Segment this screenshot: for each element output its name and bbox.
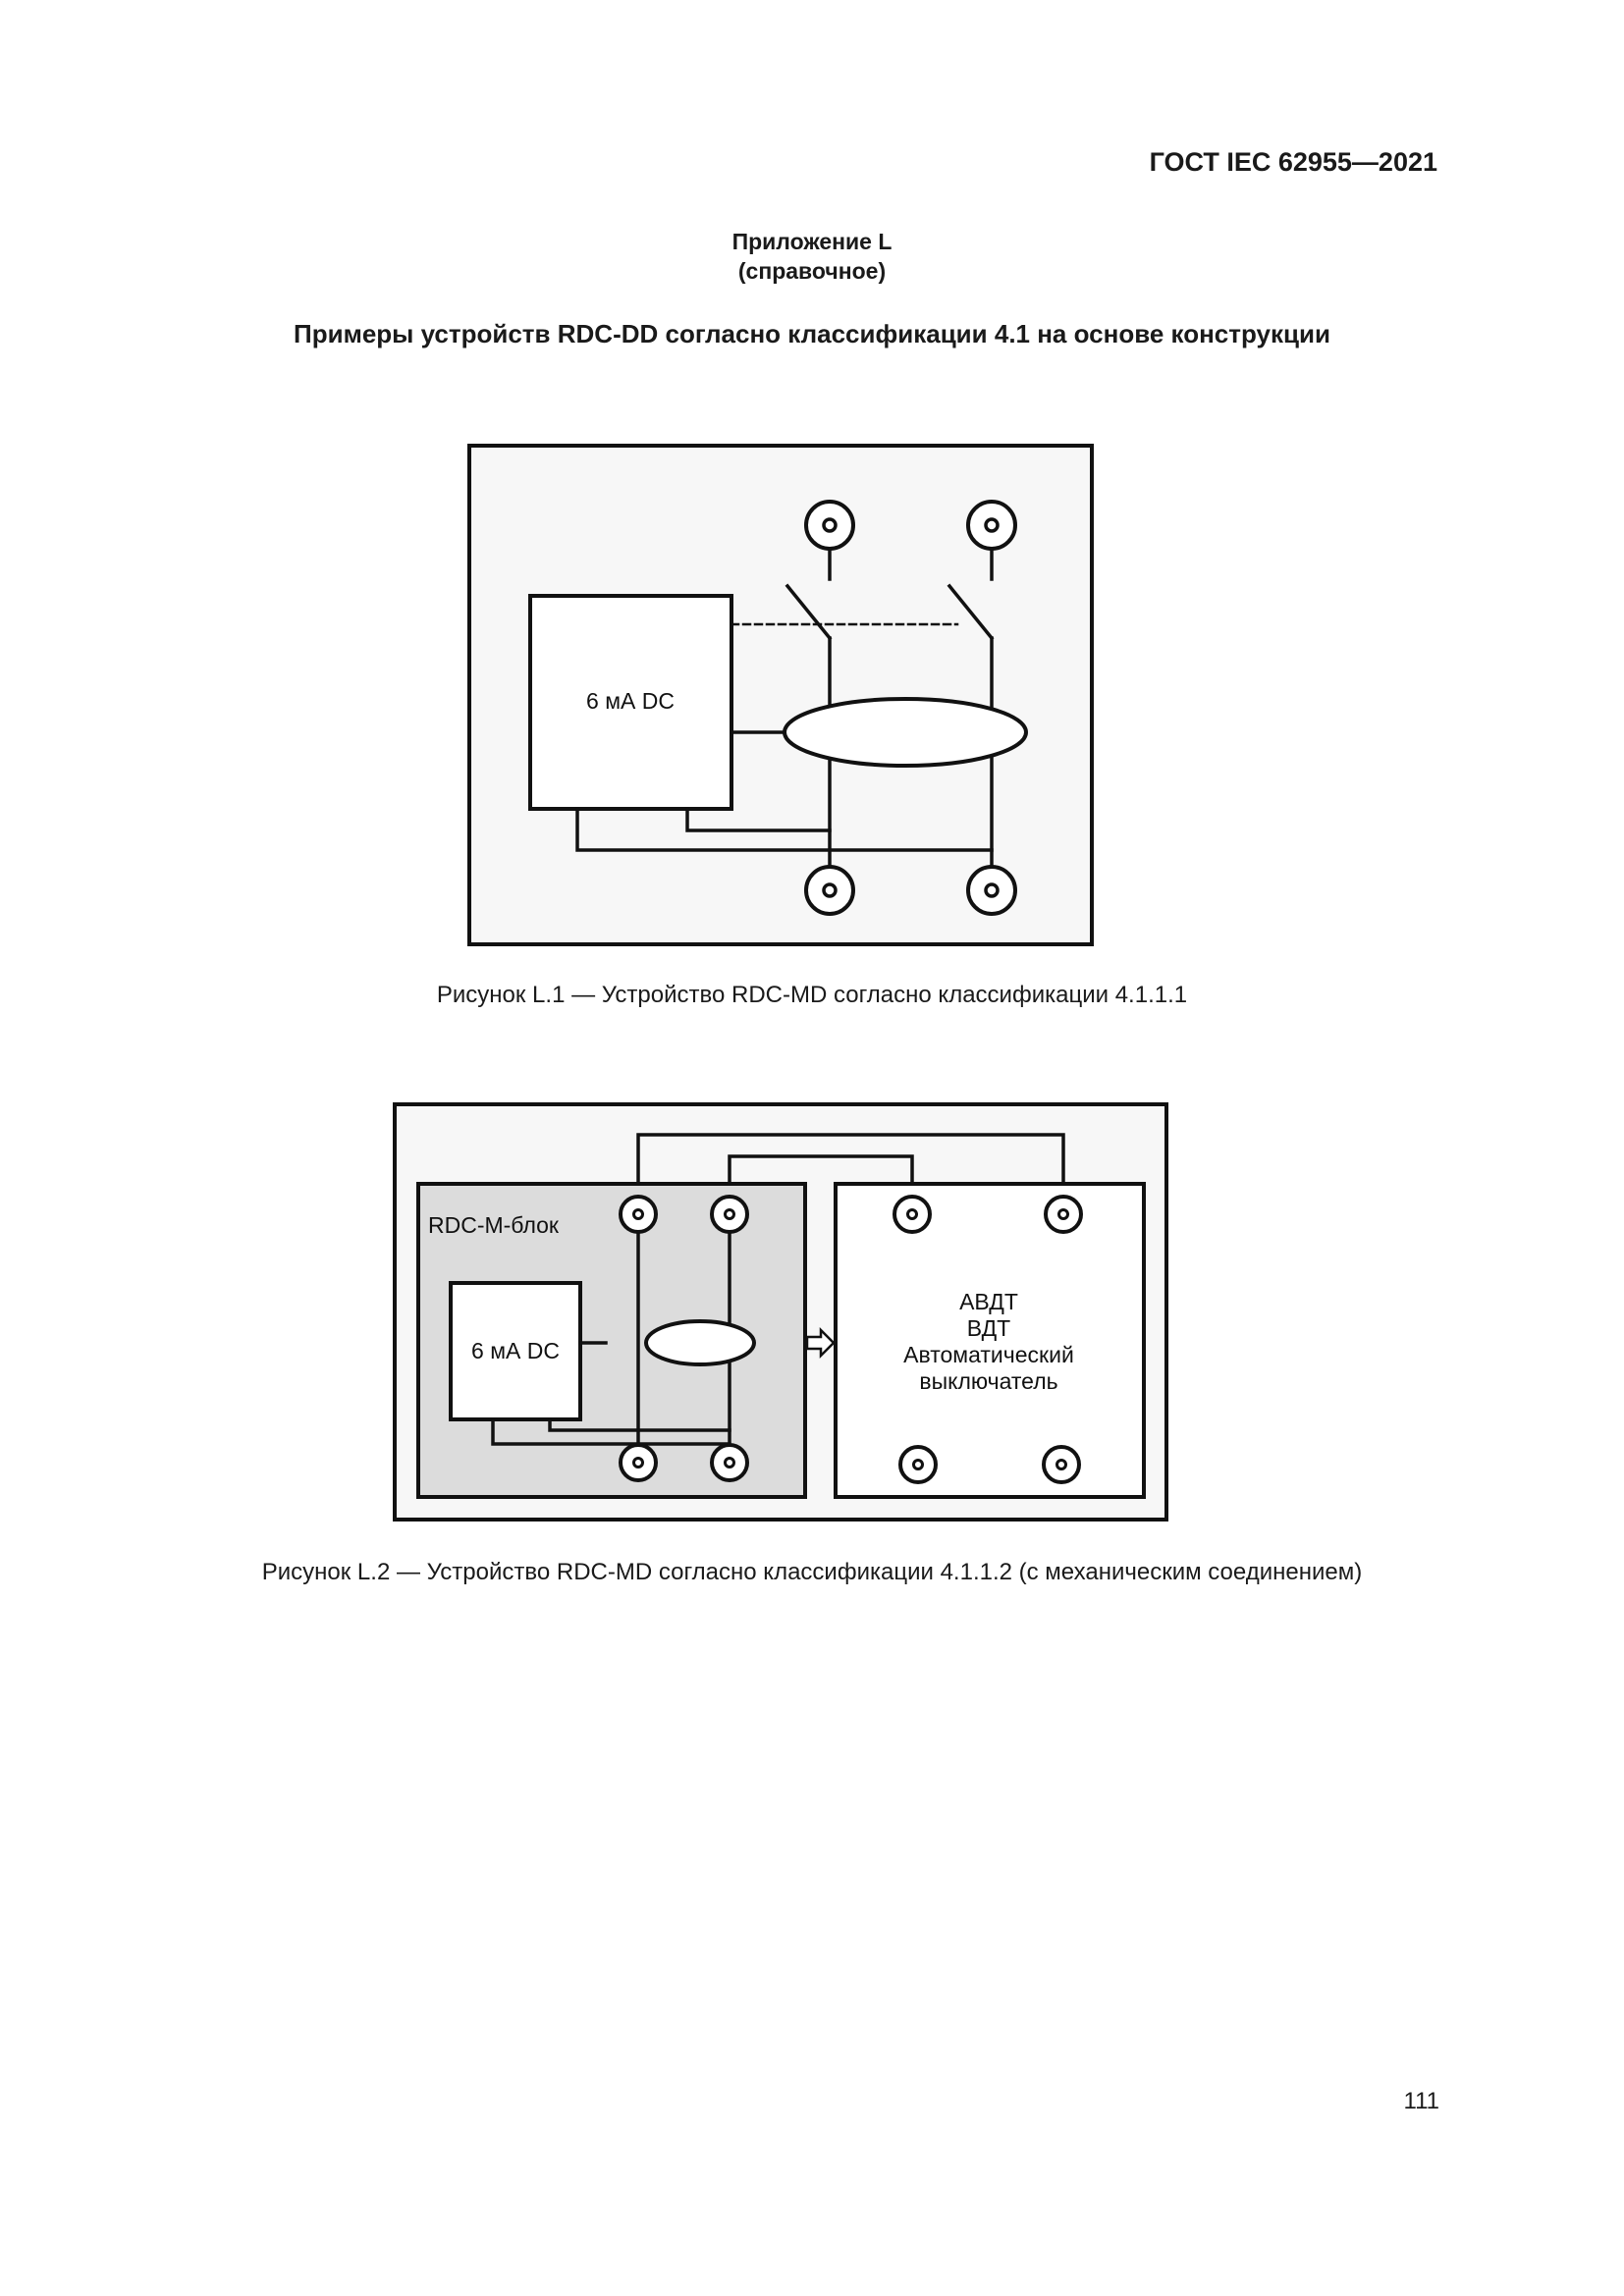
figure-1-diagram [469,446,1092,944]
figure-2-unit-label: 6 мА DC [471,1338,560,1363]
terminal-icon [621,1197,656,1232]
appendix-type: (справочное) [737,258,887,284]
figure-1-unit-label: 6 мА DC [586,688,675,714]
terminal-icon [621,1445,656,1480]
terminal-icon [806,867,853,914]
figure-1-caption: Рисунок L.1 — Устройство RDC-MD согласно классификации 4.1.1.1 [436,982,1188,1008]
device-label-line: АВДТ [959,1289,1018,1314]
device-label-line: выключатель [919,1368,1058,1394]
standard-number: ГОСТ IEC 62955—2021 [1149,147,1437,177]
device-label-line: Автоматический [903,1342,1074,1367]
section-heading: Примеры устройств RDC-DD согласно классификации 4.1 на основе конструкции [294,319,1330,348]
page-number: 111 [1403,2088,1439,2114]
appendix-title: Приложение L [731,229,893,254]
module-label: RDC-M-блок [428,1212,559,1238]
figure-2-diagram [395,1104,1166,1520]
current-transformer [646,1321,754,1364]
terminal-icon [968,502,1015,549]
terminal-icon [968,867,1015,914]
terminal-icon [1044,1447,1079,1482]
terminal-icon [712,1197,747,1232]
figure-2-caption: Рисунок L.2 — Устройство RDC-MD согласно классификации 4.1.1.2 (с механическим соединением) [261,1559,1363,1585]
current-transformer [785,699,1026,766]
terminal-icon [900,1447,936,1482]
terminal-icon [712,1445,747,1480]
terminal-icon [1046,1197,1081,1232]
device-label-line: ВДТ [966,1315,1011,1341]
terminal-icon [806,502,853,549]
terminal-icon [894,1197,930,1232]
